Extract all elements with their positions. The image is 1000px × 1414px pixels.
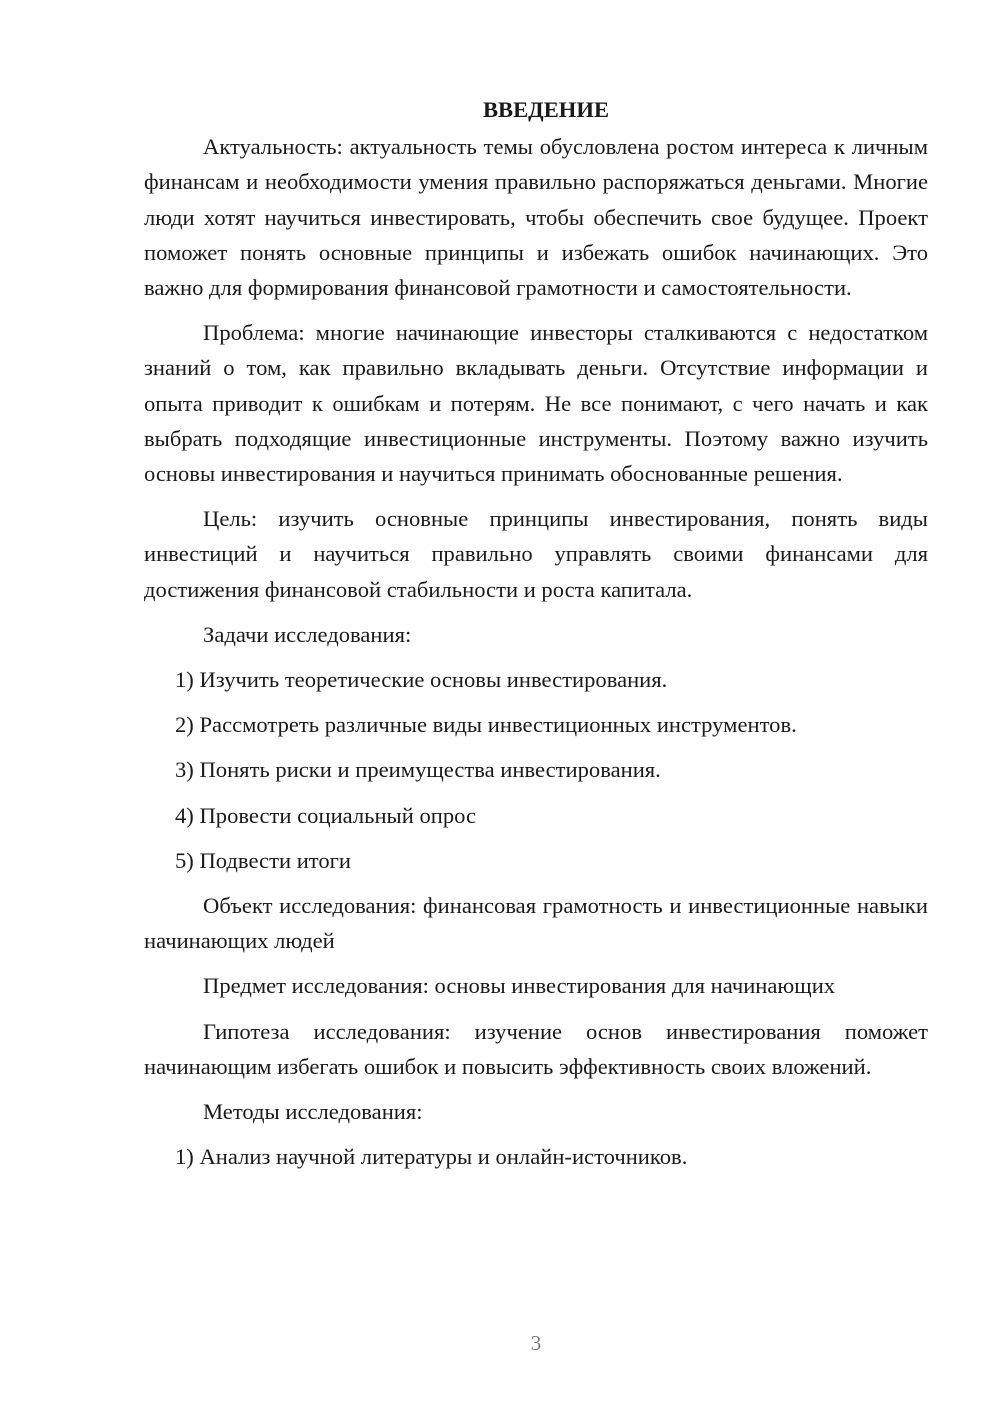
page-content [144, 92, 928, 1184]
relevance-paragraph: Актуальность: актуальность темы обусловлена ростом интереса к личным финансам и необходимости умения правильно распоряжаться деньгами. Многие люди хотят научиться инвестировать, чтобы обеспечить свое будущее. Проект поможет понять основные принципы и избежать ошибок начинающих. Это важно для формирования финансовой грамотности и самостоятельности. [144, 134, 928, 301]
goal-paragraph: Цель: изучить основные принципы инвестирования, понять виды инвестиций и научиться правильно управлять своими финансами для достижения финансовой стабильности и роста капитала. [144, 506, 928, 602]
tasks-heading: Задачи исследования: [203, 621, 412, 647]
task-item-1: 1) Изучить теоретические основы инвестирования. [175, 667, 668, 693]
task-item-2: 2) Рассмотреть различные виды инвестиционных инструментов. [175, 712, 797, 738]
method-item-1: 1) Анализ научной литературы и онлайн-источников. [175, 1144, 688, 1170]
task-item-5: 5) Подвести итоги [175, 847, 352, 873]
hypothesis-paragraph: Гипотеза исследования: изучение основ инвестирования поможет начинающим избегать ошибок и повысить эффективность своих вложений. [144, 1018, 928, 1079]
object-paragraph: Объект исследования: финансовая грамотность и инвестиционные навыки начинающих людей [144, 893, 928, 954]
task-item-3: 3) Понять риски и преимущества инвестирования. [175, 757, 661, 783]
problem-paragraph: Проблема: многие начинающие инвесторы сталкиваются с недостатком знаний о том, как правильно вкладывать деньги. Отсутствие информации и опыта приводит к ошибкам и потерям. Не все понимают, с чего начать и как выбрать подходящие инвестиционные инструменты. Поэтому важно изучить основы инвестирования и научиться принимать обоснованные решения. [144, 320, 928, 487]
page-number: 3 [530, 1331, 542, 1355]
subject-paragraph: Предмет исследования: основы инвестирования для начинающих [203, 973, 836, 999]
page-title: ВВЕДЕНИЕ [482, 97, 610, 122]
methods-heading: Методы исследования: [203, 1099, 423, 1125]
task-item-4: 4) Провести социальный опрос [175, 802, 477, 828]
